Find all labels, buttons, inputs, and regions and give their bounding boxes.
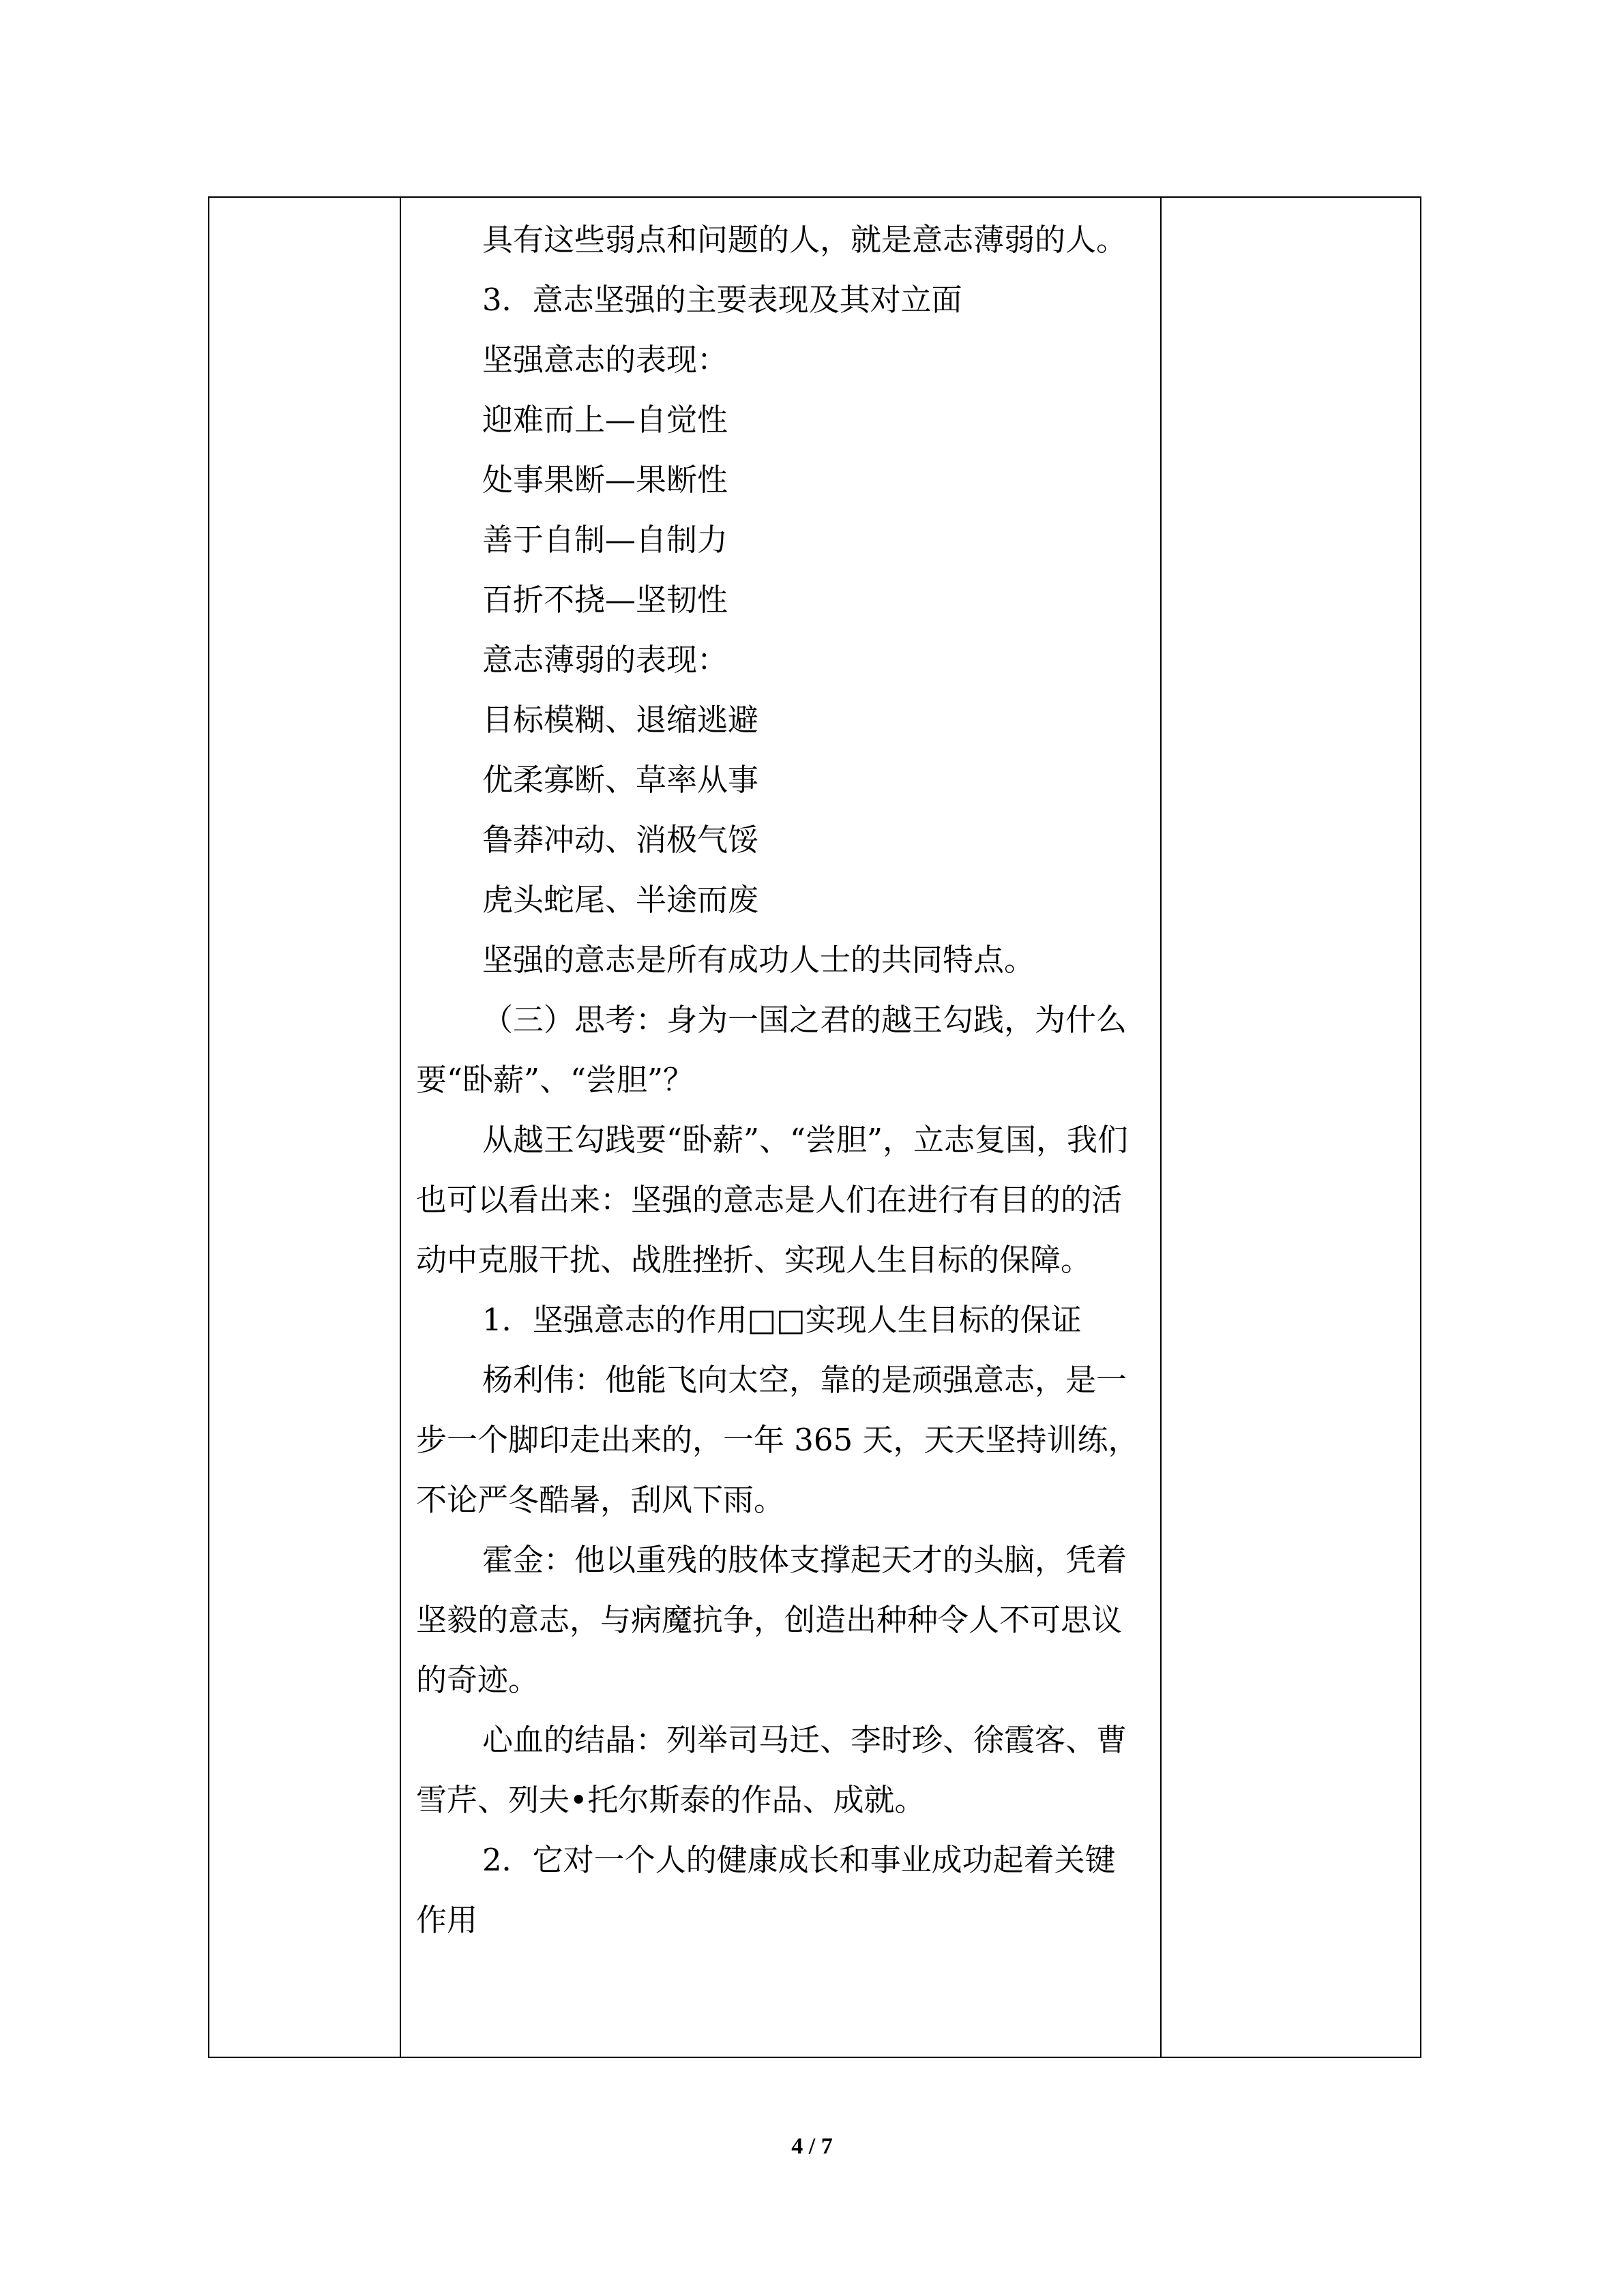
paragraph: 坚强的意志是所有成功人士的共同特点。	[482, 942, 1035, 978]
paragraph: 杨利伟：他能飞向太空，靠的是顽强意志，是一步一个脚印走出来的，一年 365 天，天天坚持训练，不论严冬酷暑，刮风下雨。	[416, 1362, 1139, 1518]
right-column-cell	[1161, 197, 1421, 2057]
paragraph: 具有这些弱点和问题的人，就是意志薄弱的人。	[482, 222, 1127, 258]
lesson-content	[401, 198, 1160, 1950]
paragraph: 霍金：他以重残的肢体支撑起天才的头脑，凭着坚毅的意志，与病魔抗争，创造出种种令人不可思议的奇迹。	[416, 1542, 1127, 1698]
paragraph: 心血的结晶：列举司马迁、李时珍、徐霞客、曹雪芹、列夫•托尔斯泰的作品、成就。	[416, 1722, 1127, 1818]
lesson-table	[208, 196, 1421, 2058]
paragraph: 善于自制—自制力	[482, 522, 728, 558]
page-number: 4 / 7	[791, 2134, 833, 2159]
table-row	[209, 197, 1421, 2057]
left-column-cell	[209, 197, 400, 2057]
paragraph: （三）思考：身为一国之君的越王勾践，为什么要“卧薪”、“尝胆”？	[416, 1002, 1127, 1098]
paragraph: 百折不挠—坚韧性	[482, 582, 728, 618]
content-column-cell	[400, 197, 1161, 2057]
paragraph: 目标模糊、退缩逃避	[482, 702, 759, 738]
paragraph: 坚强意志的表现：	[482, 342, 728, 378]
paragraph: 迎难而上—自觉性	[482, 402, 728, 438]
paragraph: 鲁莽冲动、消极气馁	[482, 822, 759, 858]
paragraph: 从越王勾践要“卧薪”、“尝胆”，立志复国，我们也可以看出来：坚强的意志是人们在进行有目的的活动中克服干扰、战胜挫折、实现人生目标的保障。	[416, 1122, 1129, 1278]
paragraph: 2．它对一个人的健康成长和事业成功起着关键作用	[416, 1842, 1116, 1938]
paragraph: 意志薄弱的表现：	[482, 642, 728, 678]
paragraph: 虎头蛇尾、半途而废	[482, 882, 759, 918]
paragraph: 3．意志坚强的主要表现及其对立面	[482, 282, 962, 318]
paragraph: 1．坚强意志的作用□□实现人生目标的保证	[482, 1302, 1082, 1338]
paragraph: 处事果断—果断性	[482, 462, 728, 498]
paragraph: 优柔寡断、草率从事	[482, 762, 759, 798]
